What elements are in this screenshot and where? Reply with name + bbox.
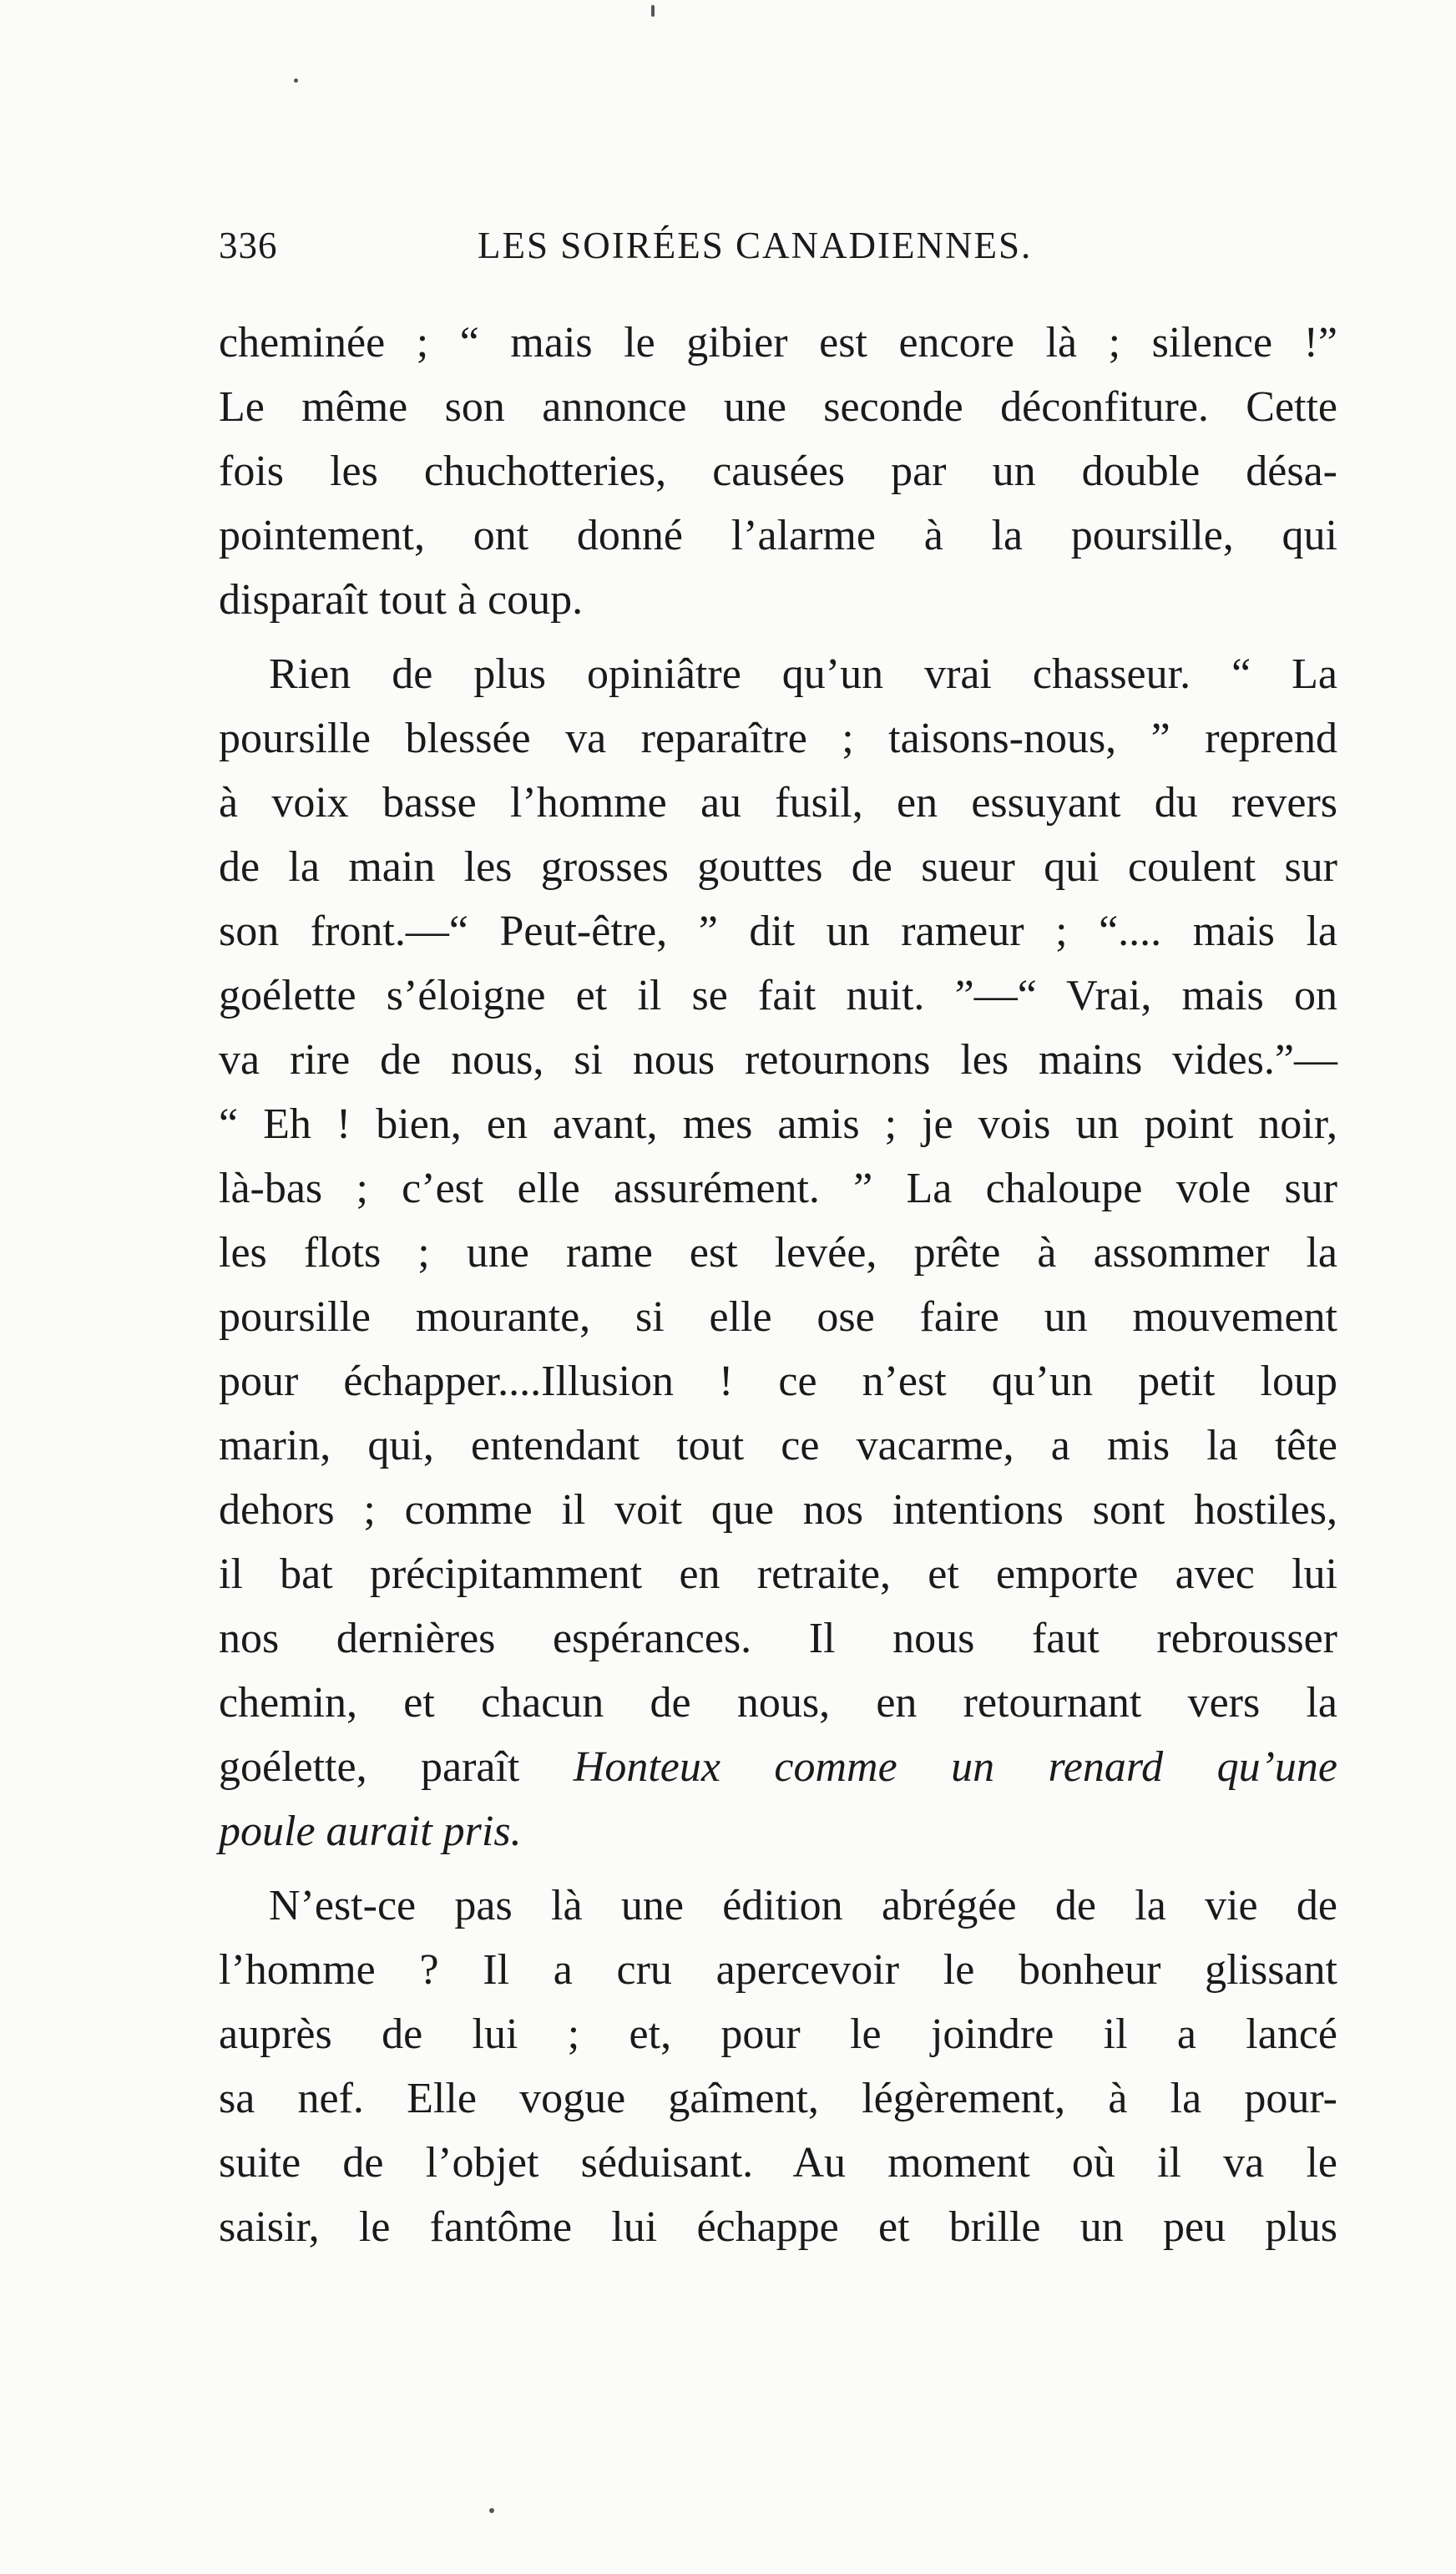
text-line-mixed — [219, 1735, 1337, 1799]
text-line: pour échapper....Illusion ! ce n’est qu’un petit loup — [219, 1358, 1337, 1405]
text-span: goélette, paraît — [219, 1743, 574, 1791]
text-line: va rire de nous, si nous retournons les mains vides.”— — [219, 1036, 1337, 1084]
text-line: saisir, le fantôme lui échappe et brille un peu plus — [219, 2203, 1337, 2251]
text-line: marin, qui, entendant tout ce vacarme, a mis la tête — [219, 1422, 1337, 1469]
running-title: LES SOIRÉES CANADIENNES. — [478, 225, 1033, 266]
text-line: N’est-ce pas là une édition abrégée de la vie de — [269, 1882, 1337, 1929]
text-line: auprès de lui ; et, pour le joindre il a lancé — [219, 2010, 1337, 2058]
text-line: de la main les grosses gouttes de sueur qui coulent sur — [219, 843, 1337, 891]
print-speck — [489, 2508, 494, 2513]
running-header — [219, 224, 1337, 274]
text-line: poursille blessée va reparaître ; taisons-nous, ” reprend — [219, 715, 1337, 762]
text-line: dehors ; comme il voit que nos intentions sont hostiles, — [219, 1486, 1337, 1534]
text-line: “ Eh ! bien, en avant, mes amis ; je vois un point noir, — [219, 1100, 1337, 1148]
text-line-italic — [219, 1799, 1337, 1863]
text-line: à voix basse l’homme au fusil, en essuyant du revers — [219, 779, 1337, 827]
text-line: l’homme ? Il a cru apercevoir le bonheur glissant — [219, 1946, 1337, 1994]
text-line: fois les chuchotteries, causées par un double désa- — [219, 448, 1337, 495]
page-number: 336 — [219, 225, 278, 266]
paragraph-2 — [219, 642, 1337, 1863]
print-speck — [294, 78, 298, 83]
text-line: il bat précipitamment en retraite, et emporte avec lui — [219, 1550, 1337, 1598]
paragraph-3 — [219, 1874, 1337, 2259]
italic-quote: Honteux comme un renard qu’une — [573, 1743, 1337, 1791]
text-line: disparaît tout à coup. — [219, 576, 584, 624]
text-line: pointement, ont donné l’alarme à la poursille, qui — [219, 512, 1337, 559]
text-line: là-bas ; c’est elle assurément. ” La chaloupe vole sur — [219, 1165, 1337, 1212]
text-line: suite de l’objet séduisant. Au moment où il va le — [219, 2139, 1337, 2187]
print-speck — [651, 5, 655, 17]
paragraph-1 — [219, 311, 1337, 632]
text-line: goélette s’éloigne et il se fait nuit. ”—“ Vrai, mais on — [219, 972, 1337, 1019]
italic-quote-end: poule aurait pris. — [219, 1808, 522, 1855]
text-line: Rien de plus opiniâtre qu’un vrai chasseur. “ La — [269, 650, 1337, 698]
text-line: cheminée ; “ mais le gibier est encore là ; silence !” — [219, 319, 1337, 367]
text-line: sa nef. Elle vogue gaîment, légèrement, à la pour- — [219, 2075, 1337, 2122]
text-line: chemin, et chacun de nous, en retournant vers la — [219, 1679, 1337, 1727]
text-line: son front.—“ Peut-être, ” dit un rameur ; “.... mais la — [219, 908, 1337, 955]
text-line: Le même son annonce une seconde déconfiture. Cette — [219, 383, 1337, 431]
text-line: les flots ; une rame est levée, prête à assommer la — [219, 1229, 1337, 1277]
page-body — [219, 311, 1337, 2259]
text-line: poursille mourante, si elle ose faire un mouvement — [219, 1293, 1337, 1341]
text-line: nos dernières espérances. Il nous faut rebrousser — [219, 1615, 1337, 1662]
